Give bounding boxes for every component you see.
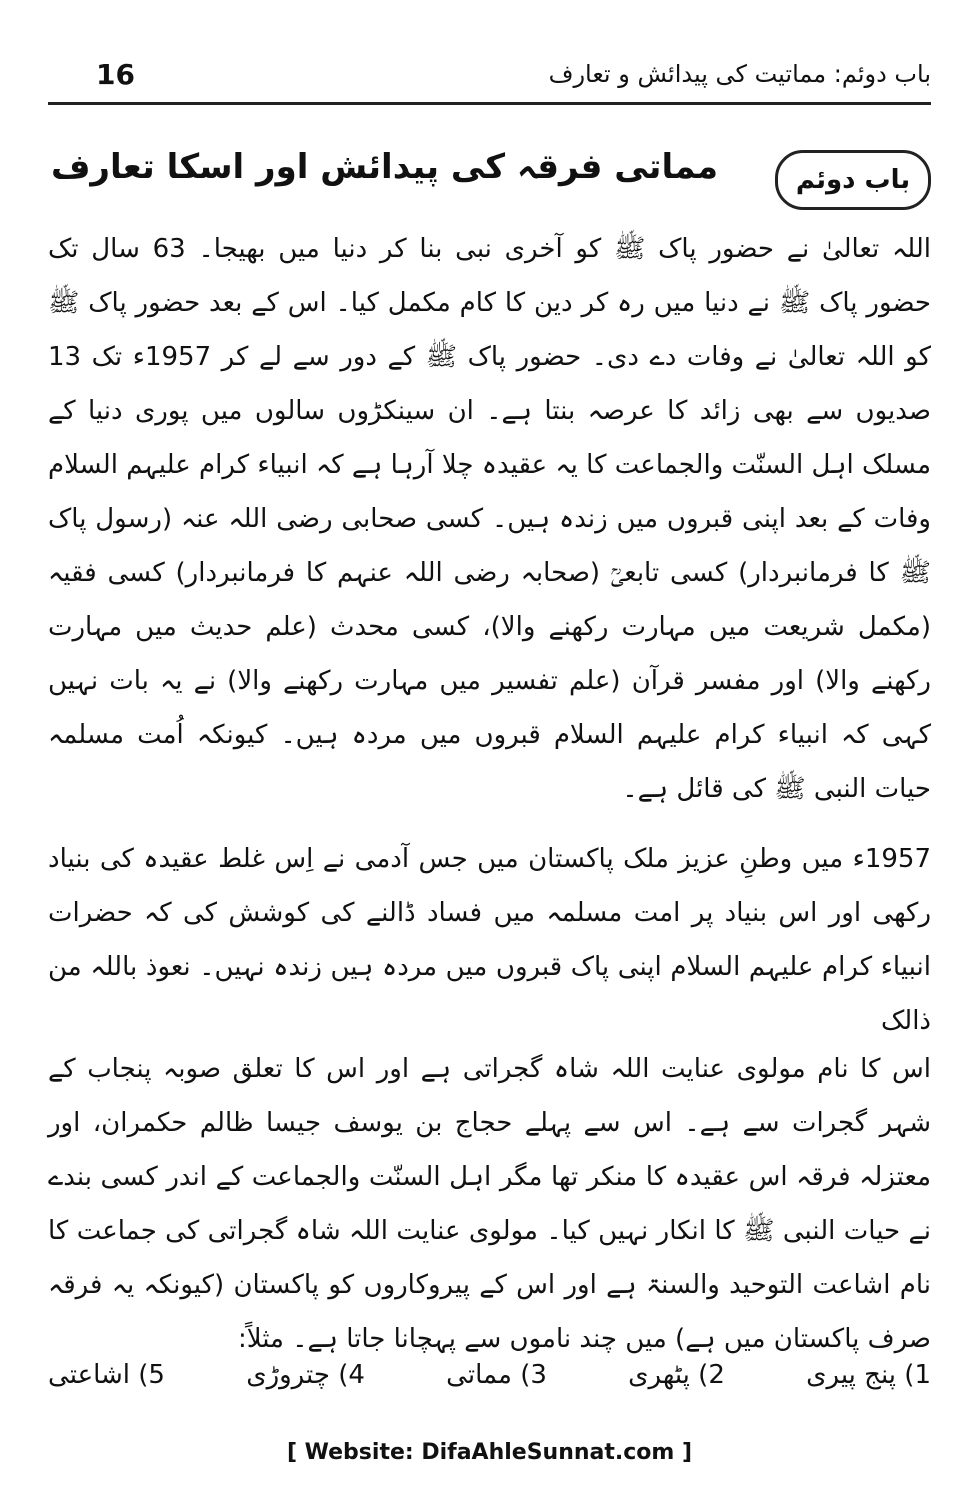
list-item: 5) اشاعتی	[48, 1360, 165, 1390]
list-item: 3) مماتی	[446, 1360, 547, 1390]
page-number: 16	[96, 58, 135, 91]
chapter-badge: باب دوئم	[775, 150, 931, 210]
page-header	[48, 50, 931, 105]
list-item: 4) چتروڑی	[246, 1360, 365, 1390]
chapter-title: مماتی فرقہ کی پیدائش اور اسکا تعارف	[50, 147, 719, 187]
list-item: 1) پنج پیری	[806, 1360, 931, 1390]
chapter-title-row	[48, 140, 931, 210]
running-head: باب دوئم: مماتیت کی پیدائش و تعارف	[548, 60, 931, 88]
website-footer: [ Website: DifaAhleSunnat.com ]	[286, 1440, 693, 1465]
paragraph: اللہ تعالیٰ نے حضور پاک ﷺ کو آخری نبی بنا کر دنیا میں بھیجا۔ 63 سال تک حضور پاک ﷺ نے دنیا میں رہ کر دین کا کام مکمل کیا۔ اس کے بعد حضور پاک ﷺ کو اللہ تعالیٰ نے وفات دے دی۔ حضور پاک ﷺ کے دور سے لے کر 1957ء تک 13 صدیوں سے بھی زائد کا عرصہ بنتا ہے۔ ان سینکڑوں سالوں میں پوری دنیا کے مسلک اہل السنّت والجماعت کا یہ عقیدہ چلا آرہا ہے کہ انبیاء کرام علیہم السلام وفات کے بعد اپنی قبروں میں زندہ ہیں۔ کسی صحابی رضی اللہ عنہ (رسول پاک ﷺ کا فرمانبردار) کسی تابعیؒ (صحابہ رضی اللہ عنہم کا فرمانبردار) کسی فقیہ (مکمل شریعت میں مہارت رکھنے والا)، کسی محدث (علم حدیث میں مہارت رکھنے والا) اور مفسر قرآن (علم تفسیر میں مہارت رکھنے والا) نے یہ بات نہیں کہی کہ انبیاء کرام علیہم السلام قبروں میں مردہ ہیں۔ کیونکہ اُمت مسلمہ حیات النبی ﷺ کی قائل ہے۔	[48, 234, 931, 804]
names-list	[48, 1360, 931, 1420]
paragraph: 1957ء میں وطنِ عزیز ملک پاکستان میں جس آدمی نے اِس غلط عقیدہ کی بنیاد رکھی اور اس بنیاد پر امت مسلمہ میں فساد ڈالنے کی کوشش کی کہ حضرات انبیاء کرام علیہم السلام اپنی پاک قبروں میں مردہ ہیں زندہ نہیں۔ نعوذ باللہ من ذالک	[48, 844, 931, 1036]
list-item: 2) پٹھری	[628, 1360, 725, 1390]
paragraph: اس کا نام مولوی عنایت اللہ شاہ گجراتی ہے اور اس کا تعلق صوبہ پنجاب کے شہر گجرات سے ہے۔ اس سے پہلے حجاج بن یوسف جیسا ظالم حکمران، اور معتزلہ فرقہ اس عقیدہ کا منکر تھا مگر اہل السنّت والجماعت کے اندر کسی بندے نے حیات النبی ﷺ کا انکار نہیں کیا۔ مولوی عنایت اللہ شاہ گجراتی کی جماعت کا نام اشاعت التوحید والسنۃ ہے اور اس کے پیروکاروں کو پاکستان (کیونکہ یہ فرقہ صرف پاکستان میں ہے) میں چند ناموں سے پہچانا جاتا ہے۔ مثلاً:	[48, 1054, 931, 1354]
